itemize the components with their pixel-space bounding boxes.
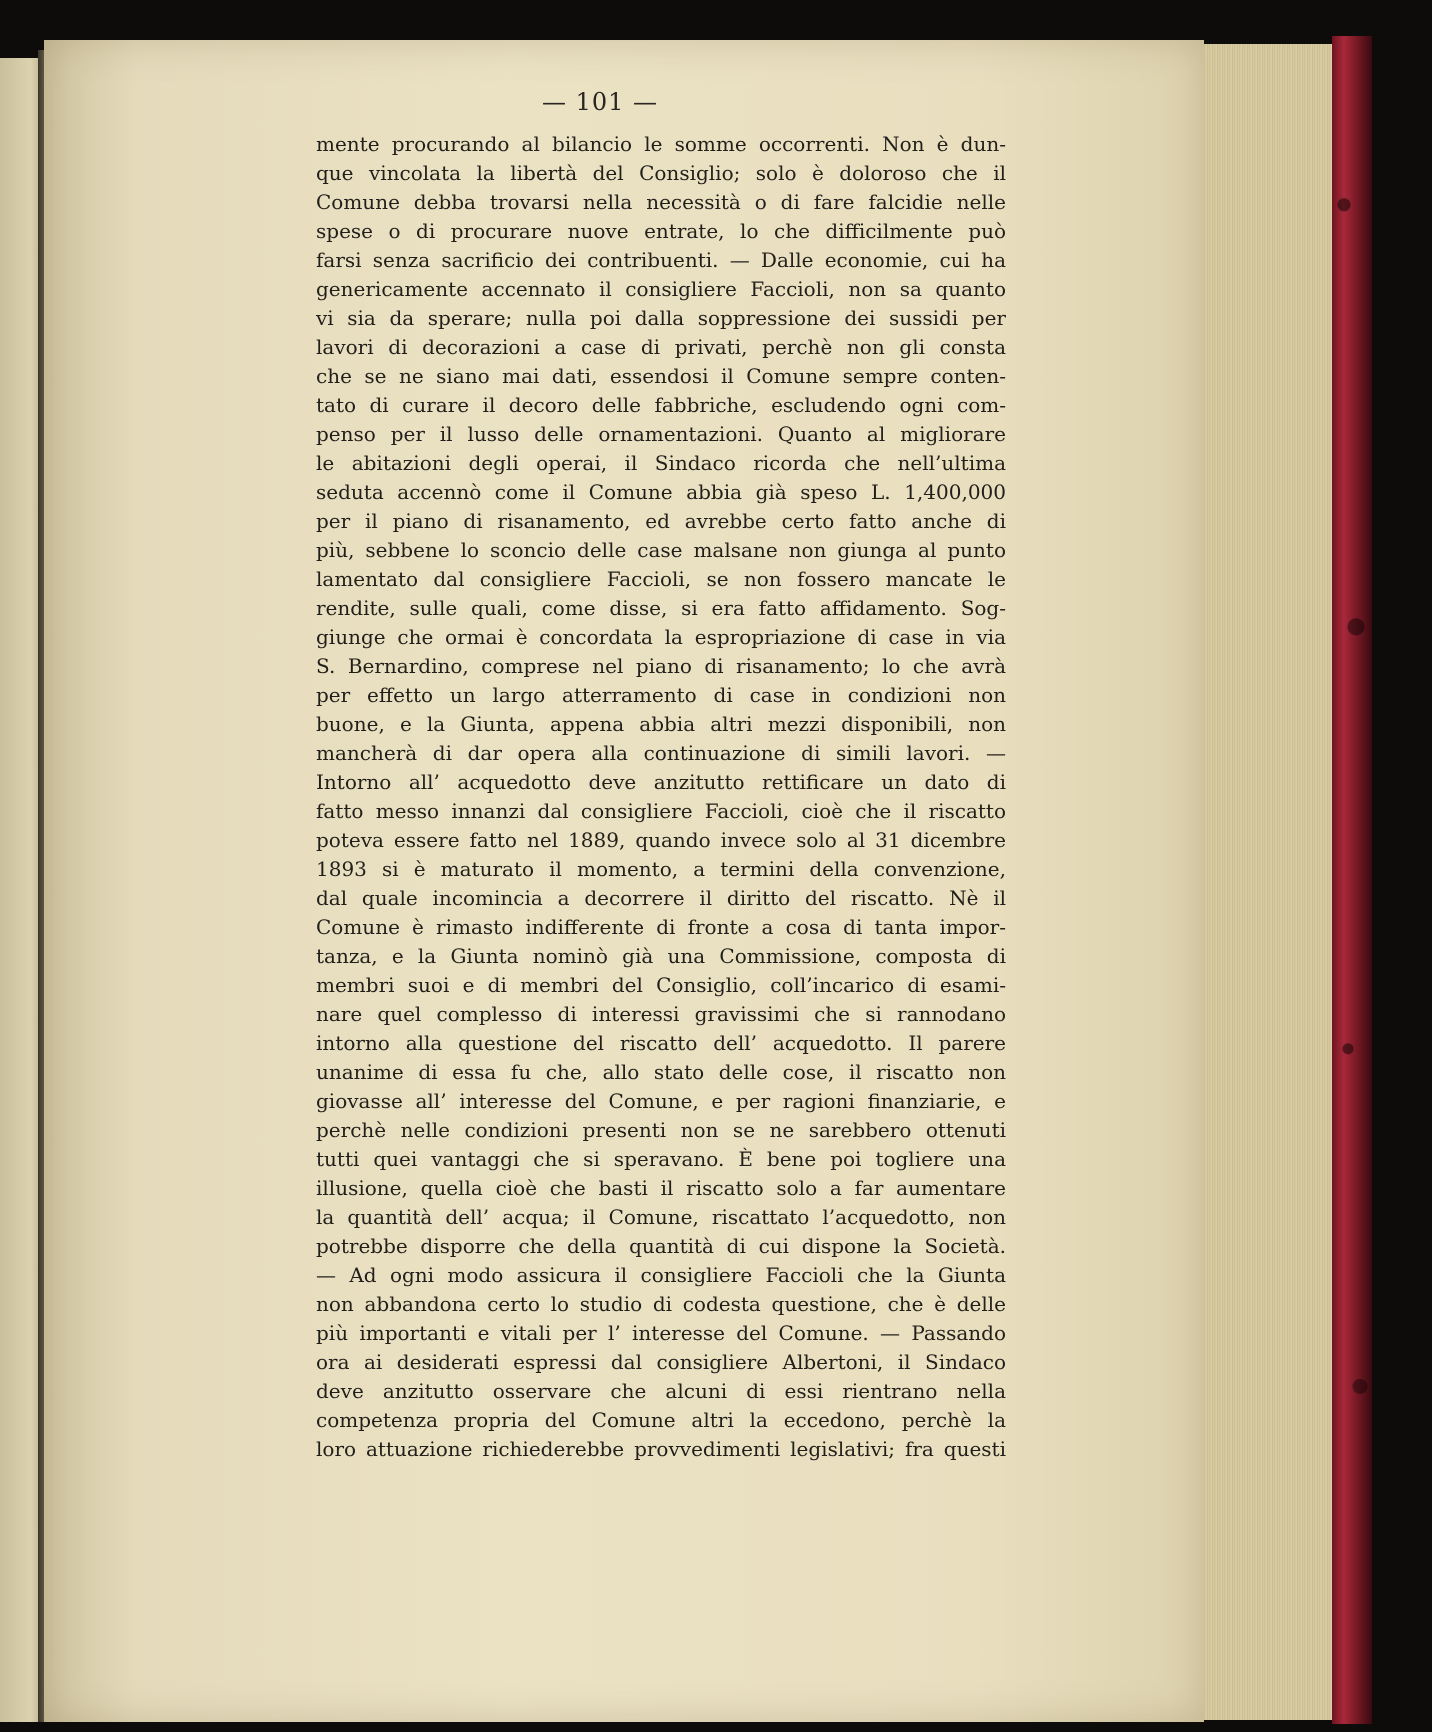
text-line: Comune è rimasto indifferente di fronte a cosa di tanta impor-: [316, 915, 1006, 939]
text-line: ora ai desiderati espressi dal consigliere Albertoni, il Sindaco: [316, 1350, 1006, 1374]
text-line: dal quale incomincia a decorrere il diritto del riscatto. Nè il: [316, 886, 1006, 910]
text-line: la quantità dell’ acqua; il Comune, riscattato l’acquedotto, non: [316, 1205, 1006, 1229]
text-line: competenza propria del Comune altri la eccedono, perchè la: [316, 1408, 1006, 1432]
text-line: penso per il lusso delle ornamentazioni. Quanto al migliorare: [316, 422, 1006, 446]
text-line: lamentato dal consigliere Faccioli, se non fossero mancate le: [316, 567, 1006, 591]
book-cover-edge: [1332, 36, 1372, 1724]
text-line: S. Bernardino, comprese nel piano di risanamento; lo che avrà: [316, 654, 1006, 678]
text-line: giovasse all’ interesse del Comune, e per ragioni finanziarie, e: [316, 1089, 1006, 1113]
text-line: fatto messo innanzi dal consigliere Faccioli, cioè che il riscatto: [316, 799, 1006, 823]
text-line: tutti quei vantaggi che si speravano. È bene poi togliere una: [316, 1147, 1006, 1171]
text-line: — Ad ogni modo assicura il consigliere Faccioli che la Giunta: [316, 1263, 1006, 1287]
text-line: spese o di procurare nuove entrate, lo che difficilmente può: [316, 219, 1006, 243]
text-line: che se ne siano mai dati, essendosi il Comune sempre conten-: [316, 364, 1006, 388]
text-line: unanime di essa fu che, allo stato delle cose, il riscatto non: [316, 1060, 1006, 1084]
text-line: poteva essere fatto nel 1889, quando invece solo al 31 dicembre: [316, 828, 1006, 852]
text-line: buone, e la Giunta, appena abbia altri mezzi disponibili, non: [316, 712, 1006, 736]
text-line: que vincolata la libertà del Consiglio; solo è doloroso che il: [316, 161, 1006, 185]
text-line: intorno alla questione del riscatto dell’ acquedotto. Il parere: [316, 1031, 1006, 1055]
text-line: illusione, quella cioè che basti il riscatto solo a far aumentare: [316, 1176, 1006, 1200]
text-line: genericamente accennato il consigliere Faccioli, non sa quanto: [316, 277, 1006, 301]
text-line: farsi senza sacrificio dei contribuenti. — Dalle economie, cui ha: [316, 248, 1006, 272]
text-line: tato di curare il decoro delle fabbriche, escludendo ogni com-: [316, 393, 1006, 417]
text-line: Comune debba trovarsi nella necessità o di fare falcidie nelle: [316, 190, 1006, 214]
page-number: — 101 —: [541, 88, 659, 116]
text-line: tanza, e la Giunta nominò già una Commissione, composta di: [316, 944, 1006, 968]
text-line: membri suoi e di membri del Consiglio, coll’incarico di esami-: [316, 973, 1006, 997]
text-line: giunge che ormai è concordata la espropriazione di case in via: [316, 625, 1006, 649]
text-line: nare quel complesso di interessi gravissimi che si rannodano: [316, 1002, 1006, 1026]
page-block-edges: [1196, 44, 1338, 1720]
text-line: per effetto un largo atterramento di case in condizioni non: [316, 683, 1006, 707]
text-line: 1893 si è maturato il momento, a termini della convenzione,: [316, 857, 1006, 881]
text-line: mente procurando al bilancio le somme occorrenti. Non è dun-: [316, 132, 1006, 156]
text-line: più, sebbene lo sconcio delle case malsane non giunga al punto: [316, 538, 1006, 562]
text-line: mancherà di dar opera alla continuazione di simili lavori. —: [316, 741, 1006, 765]
text-line: per il piano di risanamento, ed avrebbe certo fatto anche di: [316, 509, 1006, 533]
text-line: Intorno all’ acquedotto deve anzitutto rettificare un dato di: [316, 770, 1006, 794]
text-line: seduta accennò come il Comune abbia già speso L. 1,400,000: [316, 480, 1006, 504]
text-line: deve anzitutto osservare che alcuni di essi rientrano nella: [316, 1379, 1006, 1403]
text-line: potrebbe disporre che della quantità di cui dispone la Società.: [316, 1234, 1006, 1258]
text-line: lavori di decorazioni a case di privati, perchè non gli consta: [316, 335, 1006, 359]
text-line: vi sia da sperare; nulla poi dalla soppressione dei sussidi per: [316, 306, 1006, 330]
text-line: perchè nelle condizioni presenti non se ne sarebbero ottenuti: [316, 1118, 1006, 1142]
body-text: [316, 130, 1006, 1464]
text-line: non abbandona certo lo studio di codesta questione, che è delle: [316, 1292, 1006, 1316]
text-line: più importanti e vitali per l’ interesse del Comune. — Passando: [316, 1321, 1006, 1345]
text-line: loro attuazione richiederebbe provvedimenti legislativi; fra questi: [316, 1437, 1006, 1461]
text-line: rendite, sulle quali, come disse, si era fatto affidamento. Sog-: [316, 596, 1006, 620]
text-line: le abitazioni degli operai, il Sindaco ricorda che nell’ultima: [316, 451, 1006, 475]
